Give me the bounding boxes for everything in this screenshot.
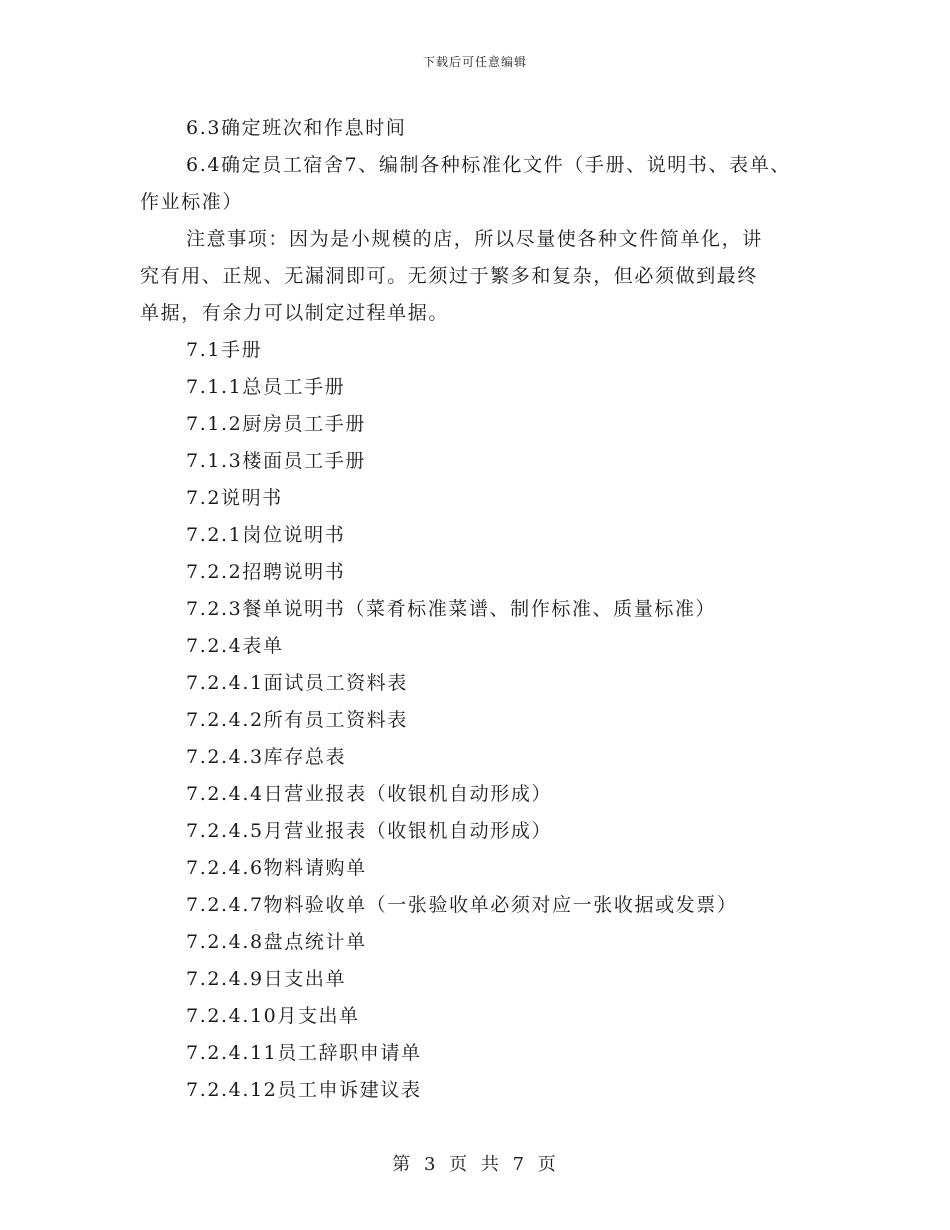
list-item: 7.2.3餐单说明书（菜肴标准菜谱、制作标准、质量标准）: [186, 598, 717, 620]
list-item: 7.2.4.10月支出单: [186, 1005, 360, 1027]
list-item: 7.2.2招聘说明书: [186, 561, 346, 583]
text-line: 作业标准）: [140, 191, 244, 213]
list-item: 7.2.4.11员工辞职申请单: [186, 1042, 422, 1064]
list-item: 7.2.4.4日营业报表（收银机自动形成）: [186, 783, 553, 805]
section-heading: 7.2.4表单: [186, 635, 284, 657]
text-line: 单据，有余力可以制定过程单据。: [140, 302, 450, 324]
list-item: 7.2.4.3库存总表: [186, 746, 347, 768]
text-line: 注意事项：因为是小规模的店，所以尽量使各种文件简单化，讲: [186, 228, 763, 250]
list-item: 7.2.4.6物料请购单: [186, 857, 367, 879]
section-heading: 7.1手册: [186, 339, 263, 361]
document-body: [140, 110, 830, 1109]
list-item: 7.2.4.9日支出单: [186, 968, 347, 990]
text-line: 6.4确定员工宿舍7、编制各种标准化文件（手册、说明书、表单、: [186, 154, 791, 176]
list-item: 7.1.1总员工手册: [186, 376, 346, 398]
text-line: 究有用、正规、无漏洞即可。无须过于繁多和复杂，但必须做到最终: [140, 265, 759, 287]
list-item: 7.1.3楼面员工手册: [186, 450, 366, 472]
text-line: 6.3确定班次和作息时间: [186, 117, 407, 139]
list-item: 7.2.4.8盘点统计单: [186, 931, 367, 953]
list-item: 7.2.4.2所有员工资料表: [186, 709, 408, 731]
section-heading: 7.2说明书: [186, 487, 283, 509]
list-item: 7.2.4.1面试员工资料表: [186, 672, 408, 694]
list-item: 7.2.4.5月营业报表（收银机自动形成）: [186, 820, 553, 842]
page-number-footer: 第 3 页 共 7 页: [392, 1154, 558, 1175]
page-header: 下载后可任意编辑: [422, 55, 527, 69]
list-item: 7.2.1岗位说明书: [186, 524, 346, 546]
list-item: 7.2.4.7物料验收单（一张验收单必须对应一张收据或发票）: [186, 894, 738, 916]
list-item: 7.1.2厨房员工手册: [186, 413, 366, 435]
list-item: 7.2.4.12员工申诉建议表: [186, 1079, 422, 1101]
